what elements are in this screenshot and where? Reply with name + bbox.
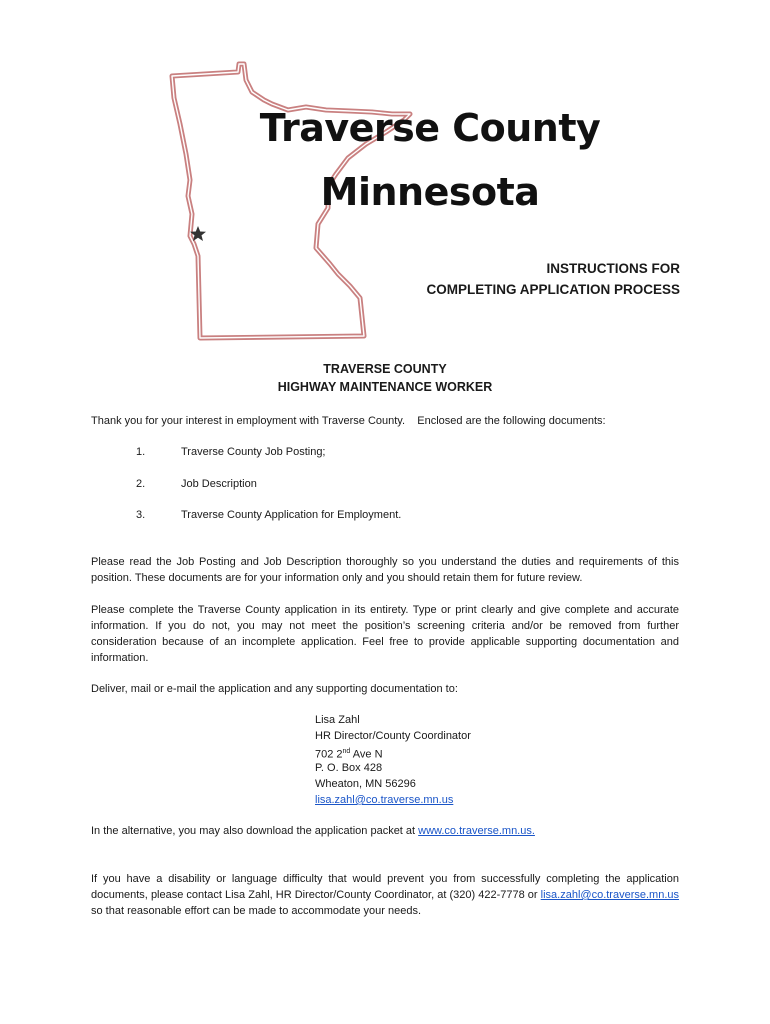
paragraph-accommodation [91,871,679,919]
address-name: Lisa Zahl [315,714,360,726]
paragraph-deliver: Deliver, mail or e-mail the application and any supporting documentation to: [91,683,458,695]
list-item-text: Traverse County Job Posting; [181,446,326,458]
list-item-number: 1. [136,446,146,458]
accommodation-text: If you have a disability or language difficulty that would prevent you from successfully completing the application documents, please contact Lisa Zahl, HR Director/County Coordinator, at (320) 422-7778 or [91,873,679,901]
intro-paragraph: Thank you for your interest in employment with Traverse County. Enclosed are the following documents: [91,415,606,427]
website-link[interactable]: www.co.traverse.mn.us. [418,825,535,837]
list-item-text: Job Description [181,478,257,490]
paragraph-read-instructions: Please read the Job Posting and Job Description thoroughly so you understand the duties and requirements of this position. These documents are for your information only and you should retain them for future review. [91,556,679,584]
address-city: Wheaton, MN 56296 [315,778,416,790]
street-ordinal: nd [342,748,351,755]
list-item-text: Traverse County Application for Employment. [181,509,402,521]
page-title-line1: Traverse County [259,106,601,150]
accommodation-email-link[interactable]: lisa.zahl@co.traverse.mn.us [540,889,679,901]
section-heading-line1: TRAVERSE COUNTY [323,362,447,376]
page-title-line2: Minnesota [320,170,540,214]
accommodation-text-end: so that reasonable effort can be made to accommodate your needs. [91,905,421,917]
instructions-heading-line1: INSTRUCTIONS FOR [546,261,680,276]
address-po-box: P. O. Box 428 [315,762,383,774]
instructions-heading-line2: COMPLETING APPLICATION PROCESS [426,282,680,297]
street-name: Ave N [350,748,383,761]
address-title: HR Director/County Coordinator [315,730,471,742]
section-heading-line2: HIGHWAY MAINTENANCE WORKER [277,380,493,394]
list-item-number: 3. [136,509,146,521]
download-text: In the alternative, you may also download the application packet at [91,825,419,837]
list-item-number: 2. [136,478,146,490]
paragraph-complete-application: Please complete the Traverse County application in its entirety. Type or print clearly and give complete and accurate information. If you do not, you may not meet the position’s screening criteria and/or be removed from further consideration because of an incomplete application. Feel free to provide applicable supporting documentation and information. [91,604,679,664]
address-email-link[interactable]: lisa.zahl@co.traverse.mn.us [315,794,454,806]
street-number: 702 2 [315,748,343,761]
paragraph-download [91,823,679,839]
address-email-line [315,792,453,808]
